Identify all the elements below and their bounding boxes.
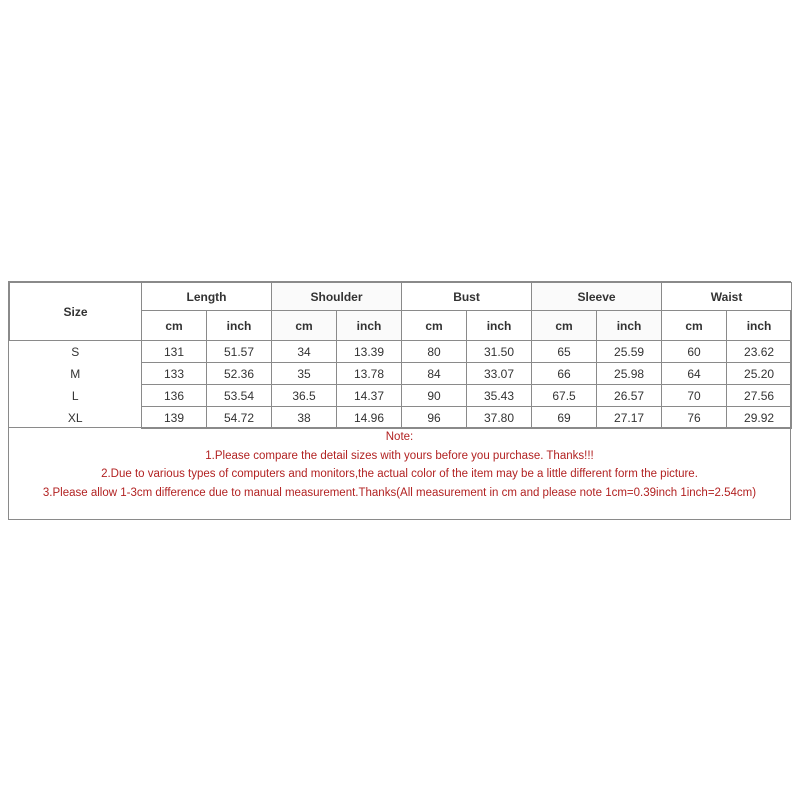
- table-cell: 14.37: [337, 385, 402, 407]
- table-cell: 139: [142, 407, 207, 429]
- size-column-header: Size: [10, 283, 142, 341]
- unit-header: cm: [142, 311, 207, 341]
- table-cell: 54.72: [207, 407, 272, 429]
- note-line: 2.Due to various types of computers and monitors,the actual color of the item may be a little different form the picture.: [101, 468, 698, 480]
- group-header-row: [10, 283, 792, 311]
- unit-header: cm: [532, 311, 597, 341]
- unit-header: inch: [467, 311, 532, 341]
- table-cell: 65: [532, 341, 597, 363]
- table-row: [10, 407, 792, 429]
- table-cell: 133: [142, 363, 207, 385]
- table-cell: 66: [532, 363, 597, 385]
- group-header-length: Length: [142, 283, 272, 311]
- group-header-bust: Bust: [402, 283, 532, 311]
- unit-header: cm: [662, 311, 727, 341]
- size-label: M: [10, 363, 142, 385]
- unit-header: inch: [207, 311, 272, 341]
- group-header-sleeve: Sleeve: [532, 283, 662, 311]
- table-cell: 27.56: [727, 385, 792, 407]
- notes-section: [9, 428, 790, 502]
- table-cell: 69: [532, 407, 597, 429]
- unit-header: cm: [272, 311, 337, 341]
- table-cell: 84: [402, 363, 467, 385]
- table-cell: 29.92: [727, 407, 792, 429]
- table-cell: 64: [662, 363, 727, 385]
- unit-header: inch: [337, 311, 402, 341]
- table-cell: 13.39: [337, 341, 402, 363]
- table-cell: 53.54: [207, 385, 272, 407]
- size-table: [9, 282, 792, 429]
- table-row: [10, 341, 792, 363]
- table-cell: 23.62: [727, 341, 792, 363]
- size-label: XL: [10, 407, 142, 429]
- table-cell: 13.78: [337, 363, 402, 385]
- note-line: 1.Please compare the detail sizes with yours before you purchase. Thanks!!!: [205, 449, 594, 462]
- table-cell: 31.50: [467, 341, 532, 363]
- table-cell: 14.96: [337, 407, 402, 429]
- table-cell: 38: [272, 407, 337, 429]
- size-chart: [8, 281, 791, 520]
- table-cell: 26.57: [597, 385, 662, 407]
- group-header-waist: Waist: [662, 283, 792, 311]
- table-cell: 60: [662, 341, 727, 363]
- table-cell: 136: [142, 385, 207, 407]
- table-row: [10, 363, 792, 385]
- unit-header: cm: [402, 311, 467, 341]
- table-cell: 90: [402, 385, 467, 407]
- table-cell: 35.43: [467, 385, 532, 407]
- table-cell: 36.5: [272, 385, 337, 407]
- table-cell: 67.5: [532, 385, 597, 407]
- table-cell: 70: [662, 385, 727, 407]
- table-cell: 25.59: [597, 341, 662, 363]
- group-header-shoulder: Shoulder: [272, 283, 402, 311]
- table-cell: 51.57: [207, 341, 272, 363]
- notes-title: Note:: [385, 431, 414, 443]
- table-row: [10, 385, 792, 407]
- table-cell: 37.80: [467, 407, 532, 429]
- unit-header: inch: [727, 311, 792, 341]
- table-cell: 33.07: [467, 363, 532, 385]
- table-cell: 80: [402, 341, 467, 363]
- table-cell: 76: [662, 407, 727, 429]
- unit-header: inch: [597, 311, 662, 341]
- size-label: S: [10, 341, 142, 363]
- table-cell: 52.36: [207, 363, 272, 385]
- table-cell: 25.20: [727, 363, 792, 385]
- table-cell: 131: [142, 341, 207, 363]
- size-label: L: [10, 385, 142, 407]
- table-cell: 35: [272, 363, 337, 385]
- table-cell: 25.98: [597, 363, 662, 385]
- table-cell: 96: [402, 407, 467, 429]
- table-cell: 34: [272, 341, 337, 363]
- table-cell: 27.17: [597, 407, 662, 429]
- note-line: 3.Please allow 1-3cm difference due to manual measurement.Thanks(All measurement in cm and please note 1cm=0.39inch 1inch=2.54cm): [42, 486, 757, 499]
